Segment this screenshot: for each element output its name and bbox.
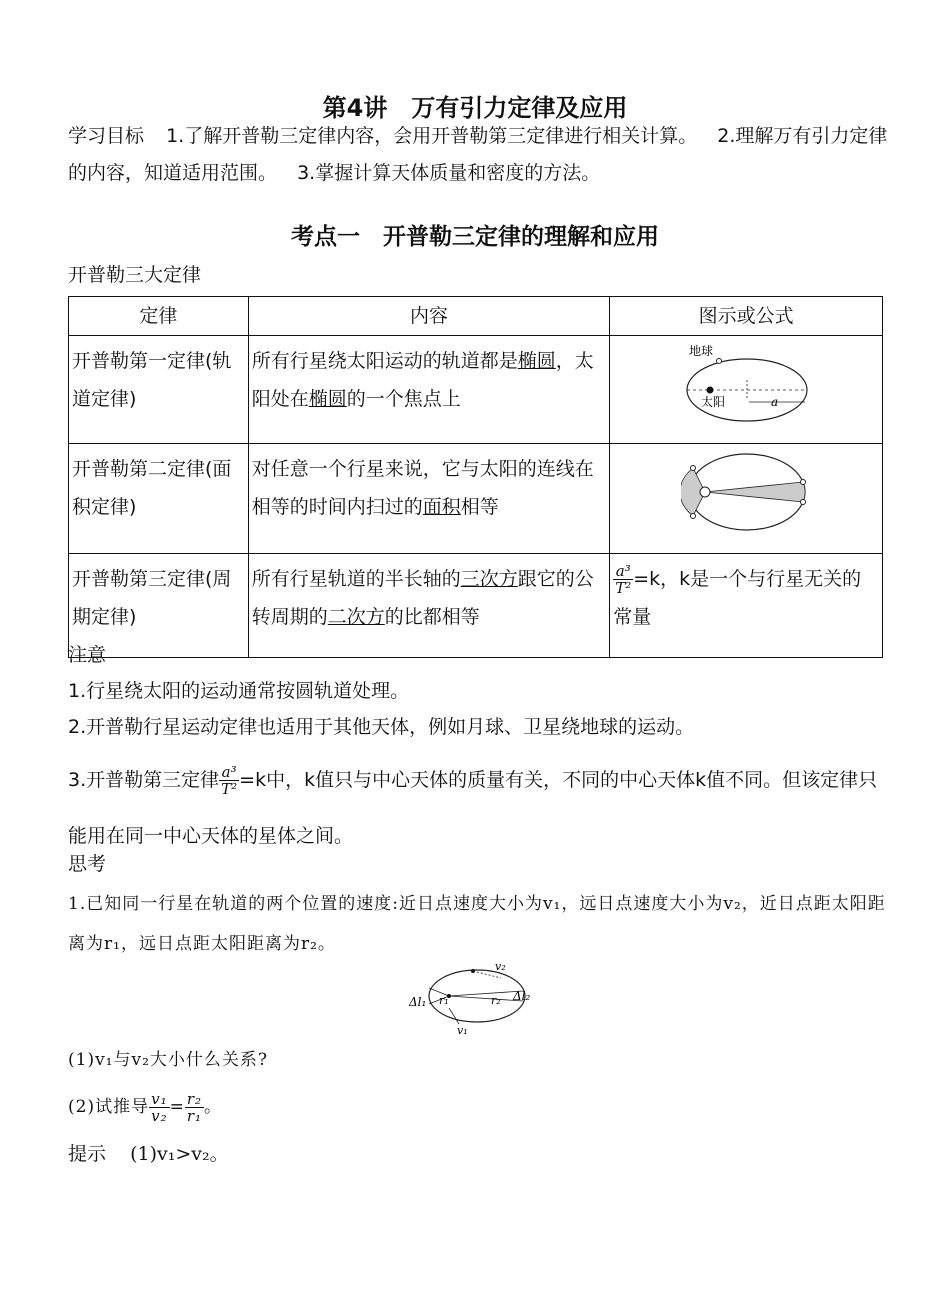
planet-label: 地球 <box>689 344 714 358</box>
law-content: 对任意一个行星来说，它与太阳的连线在相等的时间内扫过的面积相等 <box>248 444 609 554</box>
v1-label: v₁ <box>457 1024 468 1036</box>
table-caption: 开普勒三大定律 <box>68 264 202 286</box>
page-title: 第4讲 万有引力定律及应用 <box>322 94 628 122</box>
law-content: 所有行星绕太阳运动的轨道都是椭圆，太阳处在椭圆的一个焦点上 <box>248 336 609 444</box>
section-title: 考点一 开普勒三定律的理解和应用 <box>291 224 659 250</box>
orbit-speed-diagram <box>405 958 545 1036</box>
dl1-label: Δl₁ <box>409 995 427 1009</box>
v2-label: v₂ <box>495 960 506 973</box>
think-sub-2: (2)试推导 $\frac{\text{v₁}}{\text{v₂}}$ = $\frac{\text{r₂}}{\text{r₁}}$ 。 <box>68 1090 223 1125</box>
orbit-ellipse-diagram <box>681 340 811 426</box>
table-row <box>69 336 883 444</box>
notes-label: 注意 <box>68 644 107 666</box>
goal-3: 3.掌握计算天体质量和密度的方法。 <box>297 162 601 184</box>
equal-area-diagram <box>681 448 811 536</box>
axis-label: a <box>771 395 779 409</box>
table-row <box>69 554 883 658</box>
kepler-laws-table <box>68 296 883 658</box>
table-header-row <box>69 297 883 336</box>
r2-label: r₂ <box>491 994 501 1007</box>
note-2: 2.开普勒行星运动定律也适用于其他天体，例如月球、卫星绕地球的运动。 <box>68 716 695 738</box>
goals-label: 学习目标 <box>68 125 145 147</box>
header-figure: 图示或公式 <box>610 297 883 336</box>
hint-text: (1)v₁>v₂。 <box>130 1143 229 1165</box>
header-law: 定律 <box>69 297 249 336</box>
ellipse-figure-cell <box>610 336 883 444</box>
sun-dot <box>707 387 714 394</box>
think-label: 思考 <box>68 853 107 875</box>
area-figure-cell <box>610 444 883 554</box>
table-row <box>69 444 883 554</box>
think-question-1: 1.已知同一行星在轨道的两个位置的速度:近日点速度大小为v₁，远日点速度大小为v₂，近日点距太阳距离为r₁，远日点距太阳距离为r₂。 <box>68 894 886 954</box>
law-name: 开普勒第三定律(周期定律) <box>69 554 249 658</box>
note-3: 3.开普勒第三定律 $\frac{\text{a³}}{\text{T²}}$ =k中，k值只与中心天体的质量有关，不同的中心天体k值不同。但该定律只能用在同一中心天体的星体之间。 <box>68 763 878 847</box>
r1-label: r₁ <box>439 994 449 1007</box>
formula-fraction: $\frac{\text{a³}}{\text{T²}}$ <box>615 562 632 597</box>
law-name: 开普勒第二定律(面积定律) <box>69 444 249 554</box>
goal-1: 1.了解开普勒三定律内容，会用开普勒第三定律进行相关计算。 <box>166 125 698 147</box>
header-content: 内容 <box>248 297 609 336</box>
hint <box>68 1140 229 1168</box>
note-3-fraction: $\frac{\text{a³}}{\text{T²}}$ <box>221 763 238 798</box>
think-sub-1: (1)v₁与v₂大小什么关系? <box>68 1050 269 1070</box>
law-content: 所有行星轨道的半长轴的三次方跟它的公转周期的二次方的比都相等 <box>248 554 609 658</box>
note-1: 1.行星绕太阳的运动通常按圆轨道处理。 <box>68 680 410 702</box>
formula-cell <box>610 554 883 658</box>
formula-text: =k，k是一个与行星无关的常量 <box>613 568 862 628</box>
sun-label: 太阳 <box>701 395 726 409</box>
hint-label: 提示 <box>68 1143 107 1165</box>
dl2-label: Δl₂ <box>513 989 531 1003</box>
learning-goals <box>68 118 888 192</box>
law-name: 开普勒第一定律(轨道定律) <box>69 336 249 444</box>
goal-2: 2.理解万有引力定律的内容，知道适用范围。 <box>68 125 888 184</box>
